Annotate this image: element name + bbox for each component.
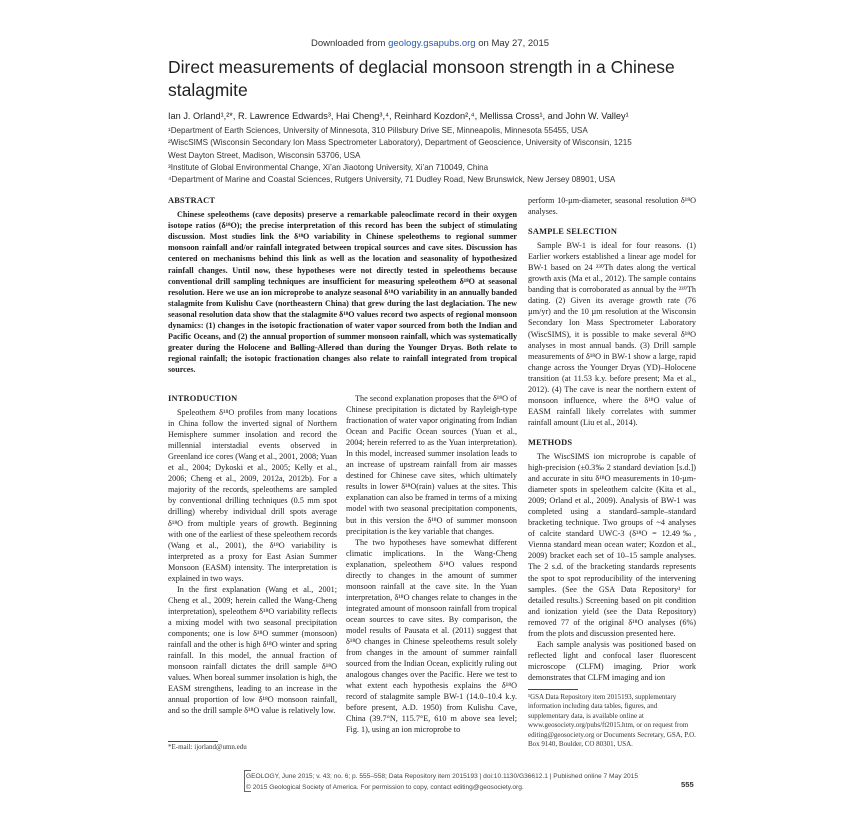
paragraph: Speleothem δ¹⁸O profiles from many locations in China follow the inverted signal of Northern Hemisphere summer insolation and record the millennial interstadial events observed in Greenland ice cores (Wang et al., 2001, 2008; Yuan et al., 2004; Dykoski et al., 2005; Kelly et al., 2006; Cheng et al., 2009, 2012a, 2012b). For a majority of the records, speleothems are sampled by conventional drilling techniques (0.5 mm spot drilling) whereby individual drill spots average δ¹⁸O from multiple years of growth. Beginning with one of the earliest of these speleothem records (Wang et al., 2001), the δ¹⁸O variability is interpreted as a proxy for East Asian Summer Monsoon (EASM) intensity. The interpretation is explained in two ways. bbox=[168, 408, 337, 583]
paragraph: The WiscSIMS ion microprobe is capable of high-precision (±0.3‰ 2 standard deviation [s.d.]) and accurate in situ δ¹⁸O measurements in 10-µm-diameter spots in speleothem calcite (Kita et al., 2009; Orland et al., 2009). Analysis of BW-1 was completed using a standard–sample–standard bracketing technique. Two groups of ~4 analyses of calcite standard UWC-3 (δ¹⁸O = 12.49‰, Vienna standard mean ocean water; Kozdon et al., 2009) bracket each set of 10–15 sample analyses. The 2 s.d. of the bracketing standards represents the spot to spot reproducibility of the intervening samples. (See the GSA Data Repository¹ for detailed results.) Screening based on pit condition and ionization yield (see the Data Repository) removed 77 of the original δ¹⁸O analyses (6%) from the plots and discussion presented here. bbox=[528, 451, 696, 638]
abstract-heading: ABSTRACT bbox=[168, 196, 216, 205]
column-right bbox=[528, 195, 696, 749]
paragraph: In the first explanation (Wang et al., 2001; Cheng et al., 2009; herein called the Wang-Cheng interpretation), speleothem δ¹⁸O variability reflects a mixing model with two seasonal precipitation components; one is low δ¹⁸O summer (monsoon) rainfall and the other is high δ¹⁸O winter and spring rainfall. In this model, the annual fraction of monsoon rainfall dictates the drill sample δ¹⁸O values. When boreal summer insolation is high, the EASM strengthens, leading to an increase in the annual proportion of low δ¹⁸O monsoon rainfall, and so the drill sample δ¹⁸O value is relatively low. bbox=[168, 584, 338, 716]
page-number: 555 bbox=[681, 780, 694, 789]
paragraph: perform 10-µm-diameter, seasonal resolution δ¹⁸O analyses. bbox=[528, 196, 696, 217]
citation-line: GEOLOGY, June 2015; v. 43; no. 6; p. 555–558; Data Repository item 2015193 | doi:10.1130/G36612.1 | Published online 7 May 2015 bbox=[246, 773, 638, 780]
copyright-line: © 2015 Geological Society of America. For permission to copy, contact editing@geosociety.org. bbox=[246, 783, 524, 791]
footnote-divider bbox=[528, 689, 578, 690]
abstract-section bbox=[168, 195, 517, 375]
abstract-text: Chinese speleothems (cave deposits) preserve a remarkable paleoclimate record in their oxygen isotope ratios (δ¹⁸O); the precise interpretation of this record has been the subject of stimulating discussion. Most studies link the δ¹⁸O variability in Chinese speleothems to regional summer monsoon rainfall and/or rainfall integrated between tropical sources and cave sites. Discussion has centered on mechanisms behind this link as well as the location and seasonality of hypothesized rainfall changes. Until now, these hypotheses were not directly tested in speleothems because conventional drill sampling techniques are insufficient for measuring speleothem δ¹⁸O at seasonal resolution. Here we use an ion microprobe to analyze seasonal δ¹⁸O variability in an annually banded stalagmite from Kulishu Cave (northeastern China) that grew during the last deglaciation. The new seasonal resolution data show that the stalagmite δ¹⁸O values record two aspects of regional monsoon dynamics: (1) changes in the isotopic fractionation of water vapor sourced from both the Indian and Pacific Oceans, and (2) the annual proportion of summer monsoon rainfall, which was systematically greater during the Holocene and Bølling-Allerød than during the Younger Dryas. Both relate to regional rainfall; the isotopic fractionation changes also relate to rainfall integrated from tropical sources. bbox=[168, 210, 517, 375]
affiliation-list bbox=[168, 125, 708, 186]
data-repository-footnote: ¹GSA Data Repository item 2015193, supplementary information including data tables, figures, and supplementary data, is available online at www.geosociety.org/pubs/ft2015.htm, or on request from editing@geosociety.org or Documents Secretary, GSA, P.O. Box 9140, Boulder, CO 80301, USA. bbox=[528, 692, 696, 748]
journal-footer bbox=[246, 772, 696, 793]
paragraph: Each sample analysis was positioned based on reflected light and confocal laser fluorescent microscope (CLFM) imaging. Prior work demonstrates that CLFM imaging and ion bbox=[528, 639, 696, 682]
journal-site-link[interactable]: geology.gsapubs.org bbox=[388, 38, 476, 49]
affiliation: ³Institute of Global Environmental Change, Xi’an Jiaotong University, Xi’an 710049, China bbox=[168, 162, 489, 172]
column-middle bbox=[346, 393, 517, 735]
affiliation: ¹Department of Earth Sciences, University of Minnesota, 310 Pillsbury Drive SE, Minneapolis, Minnesota 55455, USA bbox=[168, 126, 588, 135]
article-title: Direct measurements of deglacial monsoon strength in a Chinese stalagmite bbox=[168, 57, 675, 100]
paragraph: The second explanation proposes that the δ¹⁸O of Chinese precipitation is dictated by Rayleigh-type fractionation of water vapor originating from Indian Ocean and Pacific Ocean sources (Yuan et al., 2004; herein referred to as the Yuan interpretation). In this model, increased summer insolation leads to an increase of upstream rainfall from air masses destined for Chinese cave sites, which ultimately results in lower δ¹⁸O(rain) values at the sites. This explanation can also be framed in terms of a mixing model with two seasonal precipitation components, but in this version the δ¹⁸O of summer monsoon precipitation is the key variable that changes. bbox=[346, 394, 517, 536]
introduction-heading: INTRODUCTION bbox=[168, 394, 238, 403]
affiliation: ²WiscSIMS (Wisconsin Secondary Ion Mass Spectrometer Laboratory), Department of Geoscience, University of Wisconsin, 1215 bbox=[168, 138, 632, 148]
footnote-divider bbox=[168, 741, 218, 742]
sample-selection-heading: SAMPLE SELECTION bbox=[528, 227, 618, 237]
affiliation: ⁴Department of Marine and Coastal Sciences, Rutgers University, 71 Dudley Road, New Brunswick, New Jersey 08901, USA bbox=[168, 175, 616, 185]
paragraph: The two hypotheses have somewhat different climatic implications. In the Wang-Cheng explanation, speleothem δ¹⁸O values respond directly to changes in the amount of summer monsoon rainfall at the cave site. In the Yuan interpretation, δ¹⁸O changes relate to changes in the integrated amount of monsoon rainfall from tropical ocean sources to cave sites. By comparison, the model results of Pausata et al. (2011) suggest that δ¹⁸O changes in Chinese speleothems result solely from changes in the amount of summer rainfall sourced from the Indian Ocean, explicitly ruling out analogous changes over the Pacific. Here we test to what extent each hypothesis explains the δ¹⁸O record of stalagmite sample BW-1 (14.0–10.4 k.y. before present, A.D. 1950) from Kulishu Cave, China (39.7°N, 115.7°E, 610 m above sea level; Fig. 1), using an ion microprobe to bbox=[346, 537, 517, 735]
paragraph: Sample BW-1 is ideal for four reasons. (1) Earlier workers established a linear age model for BW-1 based on 24 ²³⁰Th dates along the vertical growth axis (Ma et al., 2012). The sample contains banding that is corroborated as annual by the ²³⁰Th dating. (2) Given its average growth rate (76 µm/yr) and the 10 µm resolution at the Wisconsin Secondary Ion Mass Spectrometer Laboratory (WiscSIMS), it is possible to make several δ¹⁸O analyses in most annual bands. (3) Drill sample measurements of δ¹⁸O in BW-1 show a large, rapid change across the Younger Dryas (YD)–Holocene transition (at 11.53 k.y. before present; Ma et al., 2012). (4) The cave is near the northern extent of monsoon influence, where the δ¹⁸O value of EASM rainfall likely correlates with summer rainfall amount (Liu et al., 2014). bbox=[528, 241, 696, 427]
download-date: on May 27, 2015 bbox=[475, 38, 550, 49]
download-notice bbox=[0, 38, 860, 49]
column-left bbox=[168, 393, 337, 716]
download-prefix: Downloaded from bbox=[310, 38, 389, 49]
methods-heading: METHODS bbox=[528, 437, 573, 447]
affiliation: West Dayton Street, Madison, Wisconsin 53706, USA bbox=[168, 150, 361, 160]
author-list: Ian J. Orland¹,²*, R. Lawrence Edwards³, Hai Cheng³,⁴, Reinhard Kozdon²,⁴, Mellissa Cross¹, and John W. Valley¹ bbox=[168, 111, 629, 121]
corresponding-email: *E-mail: ijorland@umn.edu bbox=[168, 743, 247, 751]
